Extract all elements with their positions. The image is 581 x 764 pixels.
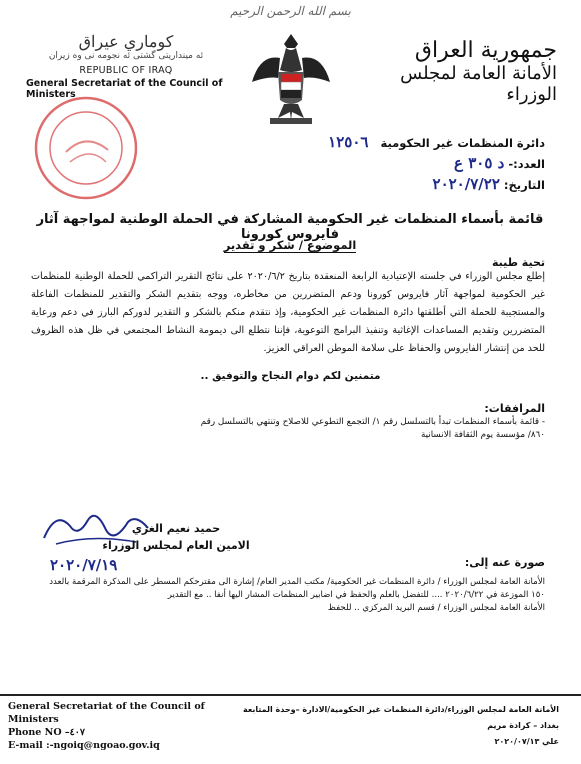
department-line <box>285 132 545 153</box>
footer-ar-line-1: الأمانة العامة لمجلس الوزراء/دائرة المنظمات غير الحكومية/الادارة –وحدة المتابعة <box>242 705 559 714</box>
number-value: د ٣٠٥ ع <box>454 154 505 172</box>
footer-email: E-mail :-ngoiq@ngoao.gov.iq <box>8 740 160 751</box>
footer-arabic <box>229 702 559 750</box>
letterhead-right-block <box>367 38 557 105</box>
copy-to-list <box>25 576 545 615</box>
date-value: ٢٠٢٠/٧/٢٢ <box>432 175 500 193</box>
attachment-line: - قائمة بأسماء المنظمات تبدأ بالتسلسل رقم ١/ التجمع التطوعي للاصلاح وتنتهي بالتسلسل رقم <box>200 417 545 427</box>
basmala: بسم الله الرحمن الرحيم <box>230 4 351 18</box>
attachment-line: ٨٦٠/ مؤسسة يوم الثقافة الانسانية <box>420 430 545 440</box>
secretariat-label: General Secretariat of the Council of Ministers <box>26 78 223 100</box>
number-line <box>285 153 545 174</box>
subject-line <box>20 238 560 252</box>
department-name: دائرة المنظمات غير الحكومية <box>380 136 545 150</box>
attachments-heading: المرافقات: <box>484 402 545 415</box>
footer-english <box>8 700 208 752</box>
letterhead-left-block <box>26 8 226 100</box>
copy-to-line: الأمانة العامة لمجلس الوزراء / دائرة المنظمات غير الحكومية/ مكتب المدير العام/ إشارة الى مقترحكم المسطر على المذكرة المرقمة بالعدد <box>49 577 545 587</box>
iraq-eagle-emblem <box>248 28 334 128</box>
signature-date: ٢٠٢٠/٧/١٩ <box>50 556 118 574</box>
signatory-name: حميد نعيم الغزي <box>131 522 221 535</box>
kurdish-title: كوماري عيراق <box>78 32 174 51</box>
footer-divider <box>0 694 581 696</box>
attachments-list <box>25 416 545 442</box>
date-label: التاريخ: <box>503 178 545 192</box>
closing-line: متمنين لكم دوام النجاح والتوفيق .. <box>200 370 381 382</box>
body-paragraph: إطلع مجلس الوزراء في جلسته الإعتيادية الرابعة المنعقدة بتاريخ ٢٠٢٠/٦/٢ على نتائج التقرير التراكمي للحملة الوطنية للمنظمات غير الحكومية لمواجهة آثار فايروس كورونا ودعم المتضررين من مخاطره، ووجه بتقديم الشكر والتقدير للمنظمات الفاعلة والمستجيبة للحملة التي أطلقتها دائرة المنظمات غير الحكومية، وإذ نتقدم منكم بالشكر و التقدير لدوركم البارز في دعم ورعاية المتضررين وتقديم المساعدات الإغاثية وتنفيذ البرامج التوعوية، فإننا نتطلع الى ديمومة النشاط المجتمعي في ظل هذه الظروف للحد من إنتشار الفايروس والحفاظ على سلامة الموطن العراقي العزيز. <box>31 271 545 354</box>
secretariat-arabic: الأمانة العامة لمجلس الوزراء <box>400 63 557 105</box>
footer-ar-line-2: بغداد – كرادة مريم <box>487 721 559 730</box>
date-line <box>285 174 545 195</box>
signature-block <box>96 520 256 554</box>
republic-label: REPUBLIC OF IRAQ <box>79 65 173 76</box>
copy-to-line: الأمانة العامة لمجلس الوزراء / قسم البريد المركزي .. للحفظ <box>327 603 545 613</box>
greeting: تحية طيبة <box>491 256 545 269</box>
document-title: قائمة بأسماء المنظمات غير الحكومية المشاركة في الحملة الوطنية لمواجهة آثار فايروس كورونا <box>36 212 544 242</box>
subject-text: الموضوع / شكر و تقدير <box>223 238 357 252</box>
republic-of-iraq-arabic: جمهورية العراق <box>414 38 557 63</box>
number-label: العدد:- <box>508 157 545 171</box>
footer-org-line-1: General Secretariat of the Council of <box>8 701 205 712</box>
copy-to-line: ١٥٠ الموزعة في ٢٠٢٠/٦/٢٢ .... للتفضل بالعلم والحفظ في اضابير المنظمات المشار اليها أنفا .. مع التقدير <box>167 590 545 600</box>
footer-ar-line-3: علي ٢٠٢٠/٠٧/١٣ <box>494 737 559 746</box>
kurdish-subtitle: ئه مينداريتى گشتى ئه نجومه نى وه زيران <box>48 51 204 61</box>
department-number: ١٢٥٠٦ <box>328 133 369 151</box>
official-stamp <box>30 92 142 204</box>
copy-to-heading: صورة عنه إلى: <box>464 556 545 569</box>
signatory-position: الامين العام لمجلس الوزراء <box>102 539 250 552</box>
footer-org-line-2: Ministers <box>8 714 59 725</box>
footer-phone: Phone NO –٤٠٧ <box>8 727 85 738</box>
reference-block <box>285 132 545 195</box>
